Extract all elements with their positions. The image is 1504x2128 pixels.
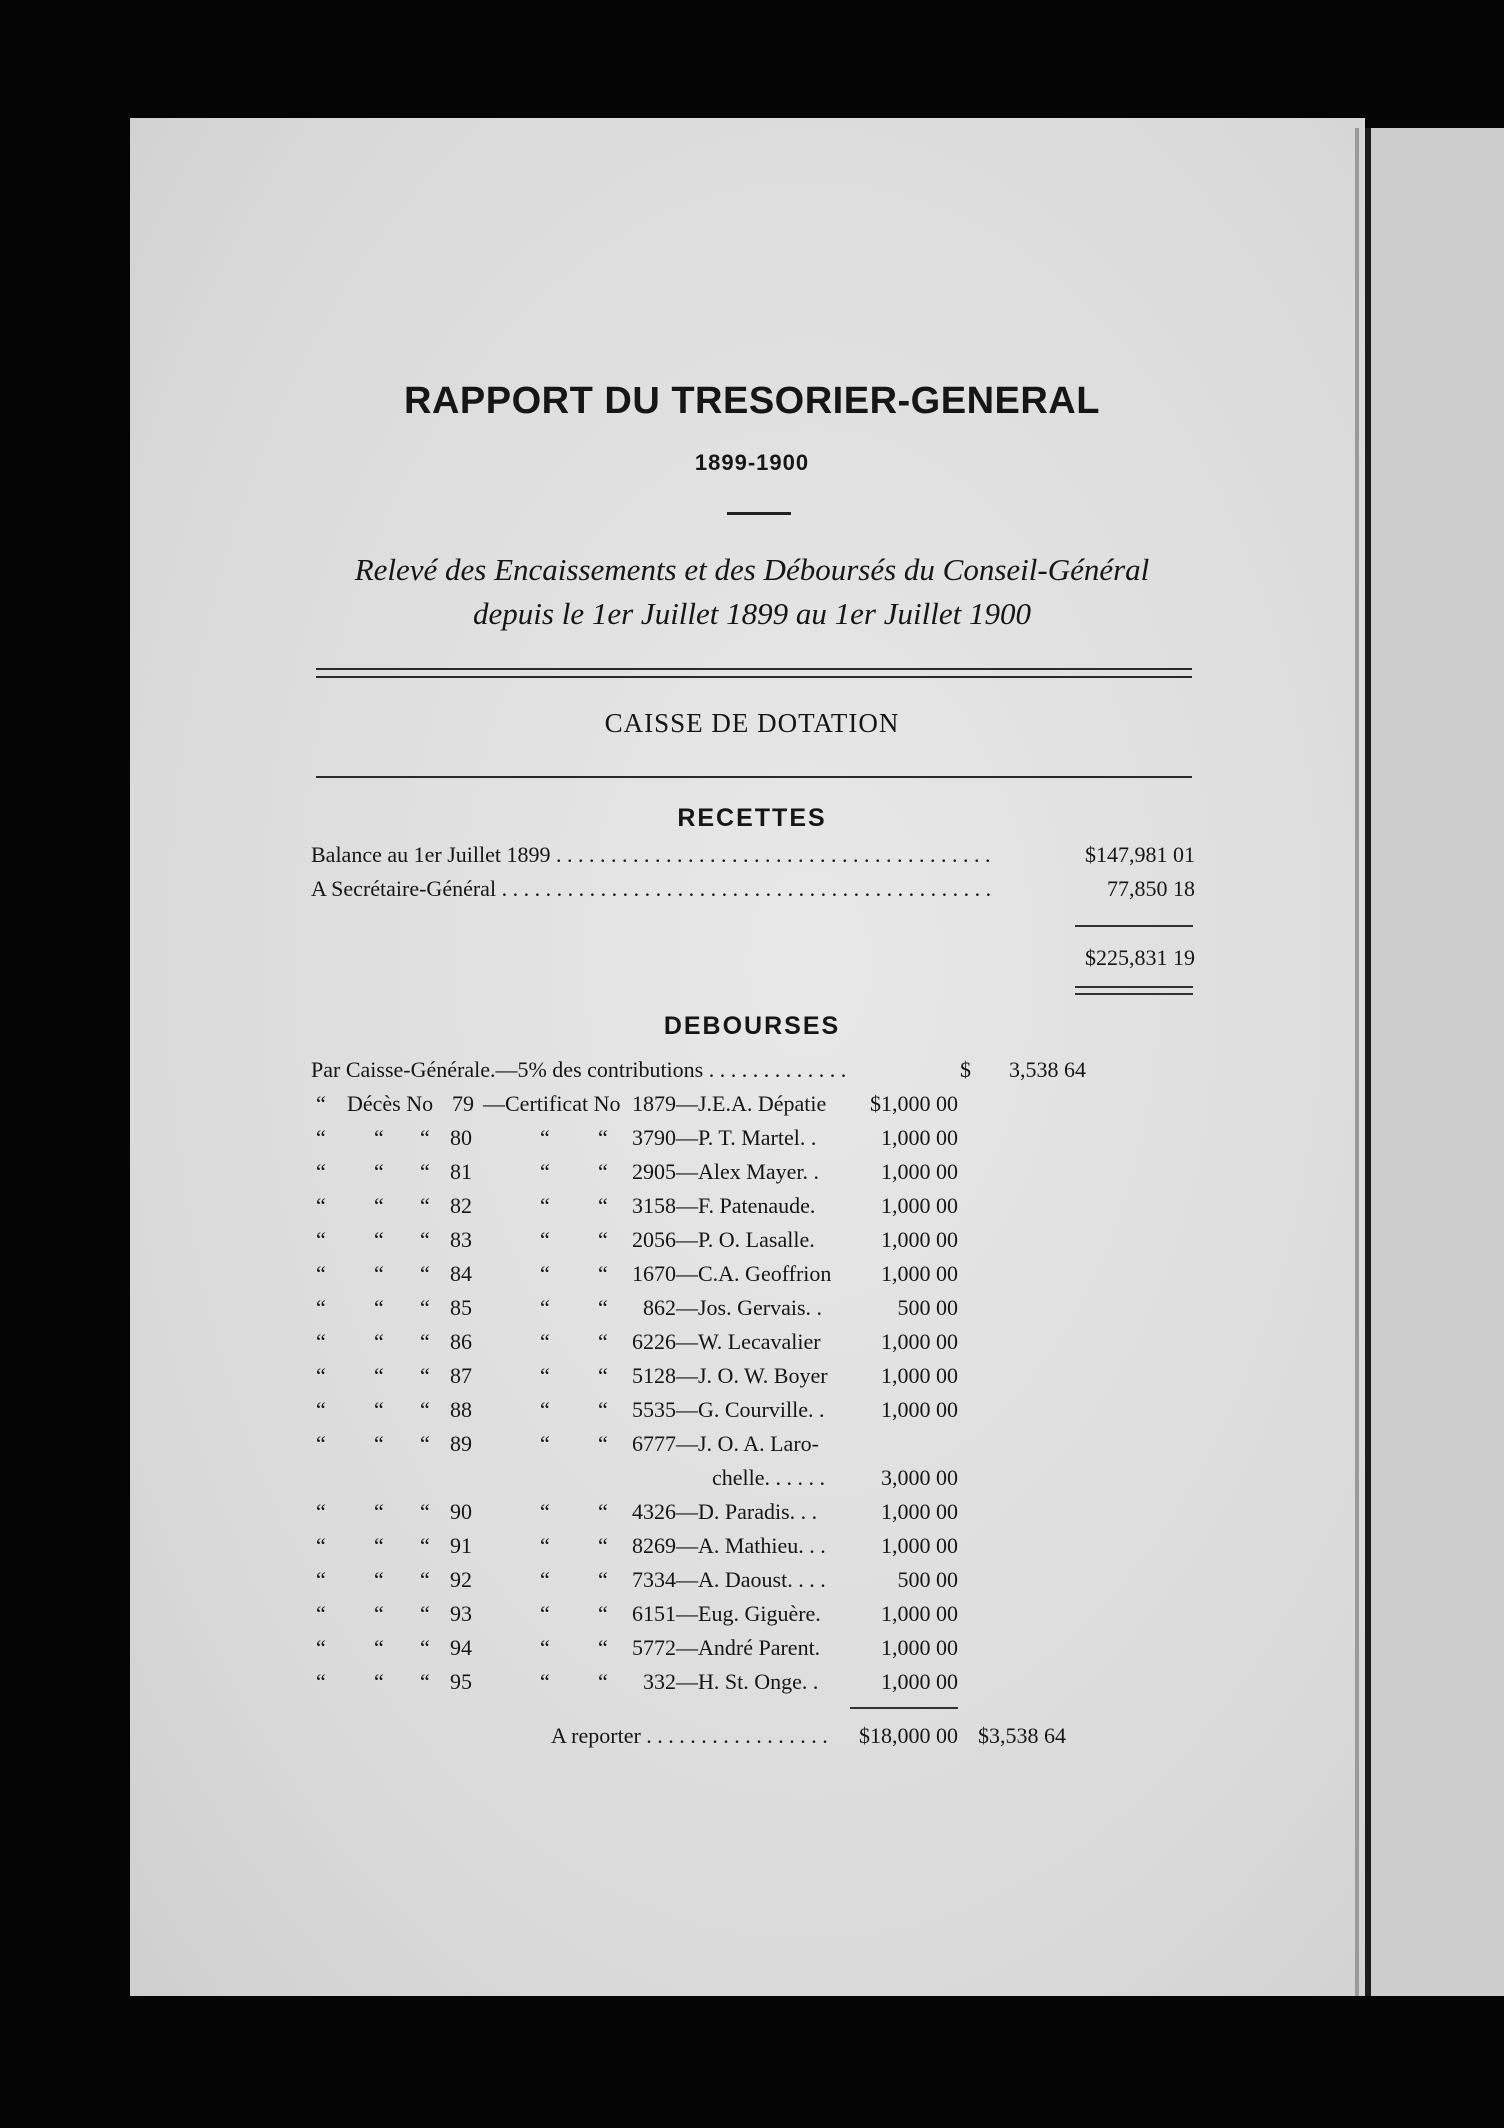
- ditto-mark: “: [316, 1329, 326, 1354]
- ditto-mark: “: [374, 1431, 384, 1456]
- ditto-mark: “: [598, 1567, 608, 1592]
- ditto-mark: “: [420, 1533, 430, 1558]
- deces-name: —D. Paradis. . .: [676, 1499, 818, 1524]
- certificat-word: —Certificat No: [483, 1091, 621, 1116]
- ditto-mark: “: [374, 1329, 384, 1354]
- deces-number: 86: [450, 1329, 472, 1354]
- ditto-mark: “: [598, 1295, 608, 1320]
- certificat-number: 4326: [632, 1499, 676, 1524]
- deces-number: 82: [450, 1193, 472, 1218]
- page-title: RAPPORT DU TRESORIER-GENERAL: [404, 380, 1100, 422]
- subtitle-line-1: Relevé des Encaissements et des Déboursés du Conseil-Général: [354, 552, 1150, 587]
- ditto-mark: “: [598, 1363, 608, 1388]
- ditto-mark: “: [540, 1567, 550, 1592]
- certificat-number: 2905: [632, 1159, 676, 1184]
- ditto-mark: “: [316, 1227, 326, 1252]
- deces-amount: 1,000 00: [881, 1227, 958, 1252]
- deces-number: 95: [450, 1669, 472, 1694]
- deces-amount: 1,000 00: [881, 1601, 958, 1626]
- deces-number: 93: [450, 1601, 472, 1626]
- ditto-mark: “: [540, 1227, 550, 1252]
- deces-number: 88: [450, 1397, 472, 1422]
- deces-name: —A. Mathieu. . .: [676, 1533, 826, 1558]
- ditto-mark: “: [540, 1295, 550, 1320]
- deces-name: —H. St. Onge. .: [676, 1669, 819, 1694]
- deces-name: —Eug. Giguère.: [676, 1601, 821, 1626]
- ditto-mark: “: [540, 1533, 550, 1558]
- deces-number: 84: [450, 1261, 472, 1286]
- ditto-mark: “: [598, 1601, 608, 1626]
- ditto-mark: “: [374, 1159, 384, 1184]
- caisse-rule: [316, 776, 1192, 778]
- ditto-mark: “: [316, 1125, 326, 1150]
- ditto-mark: “: [540, 1261, 550, 1286]
- ditto-mark: “: [374, 1261, 384, 1286]
- recettes-row-secretaire-amount: 77,850 18: [1107, 876, 1195, 901]
- ditto-mark: “: [420, 1499, 430, 1524]
- deces-number: 94: [450, 1635, 472, 1660]
- ditto-mark: “: [420, 1397, 430, 1422]
- ditto-mark: “: [598, 1227, 608, 1252]
- deces-amount: 500 00: [897, 1295, 958, 1320]
- double-rule-top: [316, 668, 1192, 670]
- deces-amount: 3,000 00: [881, 1465, 958, 1490]
- ditto-mark: “: [598, 1499, 608, 1524]
- ditto-mark: “: [316, 1499, 326, 1524]
- subtitle-line-2: depuis le 1er Juillet 1899 au 1er Juillet 1900: [473, 596, 1031, 631]
- debourses-first-amount: 3,538 64: [1009, 1057, 1086, 1082]
- ditto-mark: “: [316, 1261, 326, 1286]
- ditto-mark: “: [374, 1125, 384, 1150]
- deces-name: —Jos. Gervais. .: [676, 1295, 823, 1320]
- ditto-mark: “: [316, 1669, 326, 1694]
- ditto-mark: “: [374, 1193, 384, 1218]
- deces-name: —G. Courville. .: [676, 1397, 825, 1422]
- recettes-total-rule-1: [1075, 986, 1193, 988]
- recettes-row-balance-label: Balance au 1er Juillet 1899 . . .: [311, 842, 991, 868]
- ditto-mark: “: [420, 1295, 430, 1320]
- subtotal-rule: [850, 1707, 958, 1709]
- deces-name: —J.E.A. Dépatie: [676, 1091, 827, 1116]
- deces-name: —C.A. Geoffrion: [676, 1261, 832, 1286]
- deces-name: —P. T. Martel. .: [676, 1125, 817, 1150]
- ditto-mark: “: [420, 1159, 430, 1184]
- deces-amount: 1,000 00: [881, 1533, 958, 1558]
- certificat-number: 3790: [632, 1125, 676, 1150]
- ditto-mark: “: [420, 1431, 430, 1456]
- double-rule-bottom: [316, 676, 1192, 678]
- ditto-mark: “: [540, 1431, 550, 1456]
- ditto-mark: “: [598, 1125, 608, 1150]
- report-years: 1899-1900: [694, 450, 810, 475]
- deces-name: —P. O. Lasalle.: [676, 1227, 815, 1252]
- ditto-mark: “: [598, 1533, 608, 1558]
- deces-number: 90: [450, 1499, 472, 1524]
- ditto-mark: “: [420, 1125, 430, 1150]
- ditto-mark: “: [316, 1567, 326, 1592]
- recettes-sum-rule: [1075, 925, 1193, 927]
- a-reporter-label: A reporter . . .: [551, 1723, 833, 1749]
- ditto-mark: “: [374, 1295, 384, 1320]
- ditto-mark: “: [598, 1193, 608, 1218]
- ditto-mark: “: [598, 1261, 608, 1286]
- ditto-mark: “: [316, 1363, 326, 1388]
- deces-amount: 1,000 00: [881, 1329, 958, 1354]
- ditto-mark: “: [316, 1091, 326, 1116]
- certificat-number: 5535: [632, 1397, 676, 1422]
- ditto-mark: “: [420, 1193, 430, 1218]
- ditto-mark: “: [316, 1533, 326, 1558]
- ditto-mark: “: [598, 1669, 608, 1694]
- ditto-mark: “: [374, 1601, 384, 1626]
- ditto-mark: “: [598, 1159, 608, 1184]
- debourses-first-label: Par Caisse-Générale.—5% des contributions . . .: [311, 1057, 851, 1083]
- deces-number: 80: [450, 1125, 472, 1150]
- deces-name: —André Parent.: [676, 1635, 821, 1660]
- deces-number: 91: [450, 1533, 472, 1558]
- ditto-mark: “: [420, 1261, 430, 1286]
- deces-name: —A. Daoust. . . .: [676, 1567, 826, 1592]
- debourses-first-dollar: $: [960, 1057, 971, 1082]
- ditto-mark: “: [374, 1533, 384, 1558]
- certificat-number: 3158: [632, 1193, 676, 1218]
- ditto-mark: “: [420, 1669, 430, 1694]
- deces-amount: $1,000 00: [870, 1091, 958, 1116]
- certificat-number: 6777: [632, 1431, 676, 1456]
- ditto-mark: “: [420, 1227, 430, 1252]
- ditto-mark: “: [540, 1635, 550, 1660]
- deces-amount: 1,000 00: [881, 1669, 958, 1694]
- deces-amount: 1,000 00: [881, 1363, 958, 1388]
- recettes-row-secretaire-label: A Secrétaire-Général . . .: [311, 876, 991, 902]
- deces-name: chelle. . . . . .: [712, 1465, 826, 1490]
- deces-name: —J. O. W. Boyer: [676, 1363, 828, 1388]
- deces-name: —J. O. A. Laro-: [676, 1431, 819, 1456]
- ditto-mark: “: [420, 1363, 430, 1388]
- certificat-number: 5772: [632, 1635, 676, 1660]
- deces-number: 87: [450, 1363, 472, 1388]
- ditto-mark: “: [374, 1669, 384, 1694]
- ditto-mark: “: [598, 1431, 608, 1456]
- deces-amount: 1,000 00: [881, 1193, 958, 1218]
- certificat-number: 1879: [632, 1091, 676, 1116]
- ditto-mark: “: [598, 1397, 608, 1422]
- ditto-mark: “: [316, 1431, 326, 1456]
- ditto-mark: “: [540, 1499, 550, 1524]
- deces-amount: 1,000 00: [881, 1635, 958, 1660]
- recettes-total-rule-2: [1075, 993, 1193, 995]
- a-reporter-subtotal: $18,000 00: [859, 1723, 958, 1748]
- certificat-number: 6151: [632, 1601, 676, 1626]
- ditto-mark: “: [598, 1635, 608, 1660]
- deces-number: 85: [450, 1295, 472, 1320]
- ditto-mark: “: [374, 1363, 384, 1388]
- certificat-number: 2056: [632, 1227, 676, 1252]
- certificat-number: 6226: [632, 1329, 676, 1354]
- title-divider: [727, 512, 791, 515]
- debourses-heading: DEBOURSES: [663, 1012, 841, 1040]
- deces-number: 89: [450, 1431, 472, 1456]
- deces-word: Décès No: [347, 1091, 434, 1116]
- deces-amount: 1,000 00: [881, 1499, 958, 1524]
- section-caisse: CAISSE DE DOTATION: [604, 708, 900, 738]
- ditto-mark: “: [540, 1329, 550, 1354]
- ditto-mark: “: [540, 1669, 550, 1694]
- ditto-mark: “: [420, 1567, 430, 1592]
- deces-amount: 1,000 00: [881, 1125, 958, 1150]
- ditto-mark: “: [598, 1329, 608, 1354]
- certificat-number: 862: [643, 1295, 676, 1320]
- deces-name: —Alex Mayer. .: [676, 1159, 819, 1184]
- certificat-number: 1670: [632, 1261, 676, 1286]
- ditto-mark: “: [316, 1193, 326, 1218]
- deces-number: 79: [452, 1091, 474, 1116]
- ditto-mark: “: [374, 1499, 384, 1524]
- a-reporter-total: $3,538 64: [978, 1723, 1066, 1748]
- ditto-mark: “: [420, 1601, 430, 1626]
- deces-amount: 1,000 00: [881, 1261, 958, 1286]
- ditto-mark: “: [316, 1295, 326, 1320]
- ditto-mark: “: [374, 1397, 384, 1422]
- ditto-mark: “: [540, 1363, 550, 1388]
- certificat-number: 5128: [632, 1363, 676, 1388]
- recettes-heading: RECETTES: [677, 804, 827, 832]
- certificat-number: 332: [643, 1669, 676, 1694]
- ditto-mark: “: [540, 1125, 550, 1150]
- ditto-mark: “: [374, 1635, 384, 1660]
- ditto-mark: “: [540, 1159, 550, 1184]
- deces-amount: 1,000 00: [881, 1397, 958, 1422]
- ditto-mark: “: [316, 1397, 326, 1422]
- ditto-mark: “: [540, 1193, 550, 1218]
- recettes-total: $225,831 19: [1085, 945, 1195, 970]
- deces-number: 83: [450, 1227, 472, 1252]
- ditto-mark: “: [316, 1159, 326, 1184]
- deces-amount: 500 00: [897, 1567, 958, 1592]
- ditto-mark: “: [540, 1397, 550, 1422]
- recettes-row-balance-amount: $147,981 01: [1085, 842, 1195, 867]
- ditto-mark: “: [374, 1567, 384, 1592]
- ditto-mark: “: [316, 1601, 326, 1626]
- ditto-mark: “: [420, 1329, 430, 1354]
- deces-amount: 1,000 00: [881, 1159, 958, 1184]
- deces-number: 92: [450, 1567, 472, 1592]
- ditto-mark: “: [540, 1601, 550, 1626]
- deces-name: —W. Lecavalier: [676, 1329, 821, 1354]
- deces-name: —F. Patenaude.: [676, 1193, 816, 1218]
- ditto-mark: “: [374, 1227, 384, 1252]
- ditto-mark: “: [420, 1635, 430, 1660]
- certificat-number: 7334: [632, 1567, 676, 1592]
- ditto-mark: “: [316, 1635, 326, 1660]
- certificat-number: 8269: [632, 1533, 676, 1558]
- deces-number: 81: [450, 1159, 472, 1184]
